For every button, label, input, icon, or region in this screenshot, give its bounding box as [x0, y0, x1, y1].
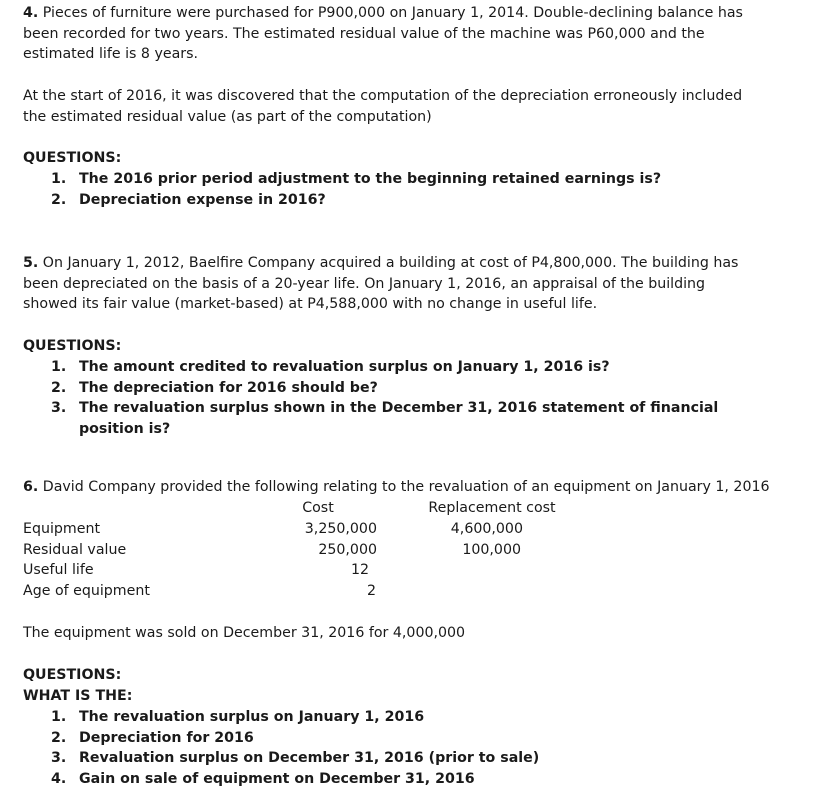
- table-row-label: Equipment: [23, 521, 101, 537]
- list-item: 3. Revaluation surplus on December 31, 2016 (prior to sale): [51, 750, 540, 767]
- problem-6-questions: [23, 707, 783, 789]
- list-item: 2. The depreciation for 2016 should be?: [51, 379, 378, 396]
- table-cell-cost: 2: [366, 583, 376, 599]
- list-item: 2. Depreciation for 2016: [51, 729, 254, 746]
- problem-4-questions-label: QUESTIONS:: [23, 150, 122, 166]
- problem-5-body: On January 1, 2012, Baelfire Company acquired a building at cost of P4,800,000. The building has been depreciated on the basis of a 20-year life. On January 1, 2016, an appraisal of the building showed its fair value (market-based) at P4,588,000 with no change in useful life.: [23, 255, 739, 313]
- problem-6-text: [23, 477, 803, 498]
- table-cell-cost: 12: [350, 562, 369, 578]
- table-header-replacement: Replacement cost: [428, 500, 556, 516]
- problem-5-text: [23, 253, 758, 315]
- problem-4-number: 4.: [23, 5, 39, 21]
- problem-6-body: David Company provided the following relating to the revaluation of an equipment on January 1, 2016: [38, 479, 770, 495]
- problem-4-questions: [23, 169, 783, 210]
- table-cell-cost: 250,000: [318, 542, 377, 558]
- table-header-cost: Cost: [302, 500, 334, 516]
- table-cell-replacement: 100,000: [462, 542, 521, 558]
- list-item: 2. Depreciation expense in 2016?: [51, 191, 326, 208]
- table-row-label: Age of equipment: [23, 583, 150, 599]
- problem-5-questions: [23, 357, 783, 439]
- list-item: 1. The 2016 prior period adjustment to the beginning retained earnings is?: [51, 171, 662, 187]
- problem-6-what-is-label: WHAT IS THE:: [23, 688, 133, 704]
- problem-6-number: 6.: [23, 479, 39, 495]
- list-item: 3. The revaluation surplus shown in the December 31, 2016 statement of financial position is?: [51, 400, 719, 437]
- problem-6-questions-label: QUESTIONS:: [23, 667, 122, 683]
- list-item: 1. The revaluation surplus on January 1, 2016: [51, 709, 425, 725]
- table-cell-replacement: 4,600,000: [450, 521, 523, 537]
- list-item: 1. The amount credited to revaluation surplus on January 1, 2016 is?: [51, 359, 610, 375]
- list-item: 4. Gain on sale of equipment on December 31, 2016: [51, 770, 475, 787]
- table-cell-cost: 3,250,000: [304, 521, 377, 537]
- table-row-label: Useful life: [23, 562, 94, 578]
- problem-4-body: Pieces of furniture were purchased for P900,000 on January 1, 2014. Double-declining balance has been recorded for two years. The estimated residual value of the machine was P60,000 and the estimated life is 8 years.: [23, 5, 743, 63]
- problem-4-para2: At the start of 2016, it was discovered that the computation of the depreciation erroneously included the estimated residual value (as part of the computation): [23, 88, 743, 125]
- problem-6-sold-text: The equipment was sold on December 31, 2016 for 4,000,000: [23, 625, 466, 641]
- problem-5-number: 5.: [23, 255, 39, 271]
- problem-4-text: [23, 3, 758, 65]
- table-row-label: Residual value: [23, 542, 127, 558]
- problem-5-questions-label: QUESTIONS:: [23, 338, 122, 354]
